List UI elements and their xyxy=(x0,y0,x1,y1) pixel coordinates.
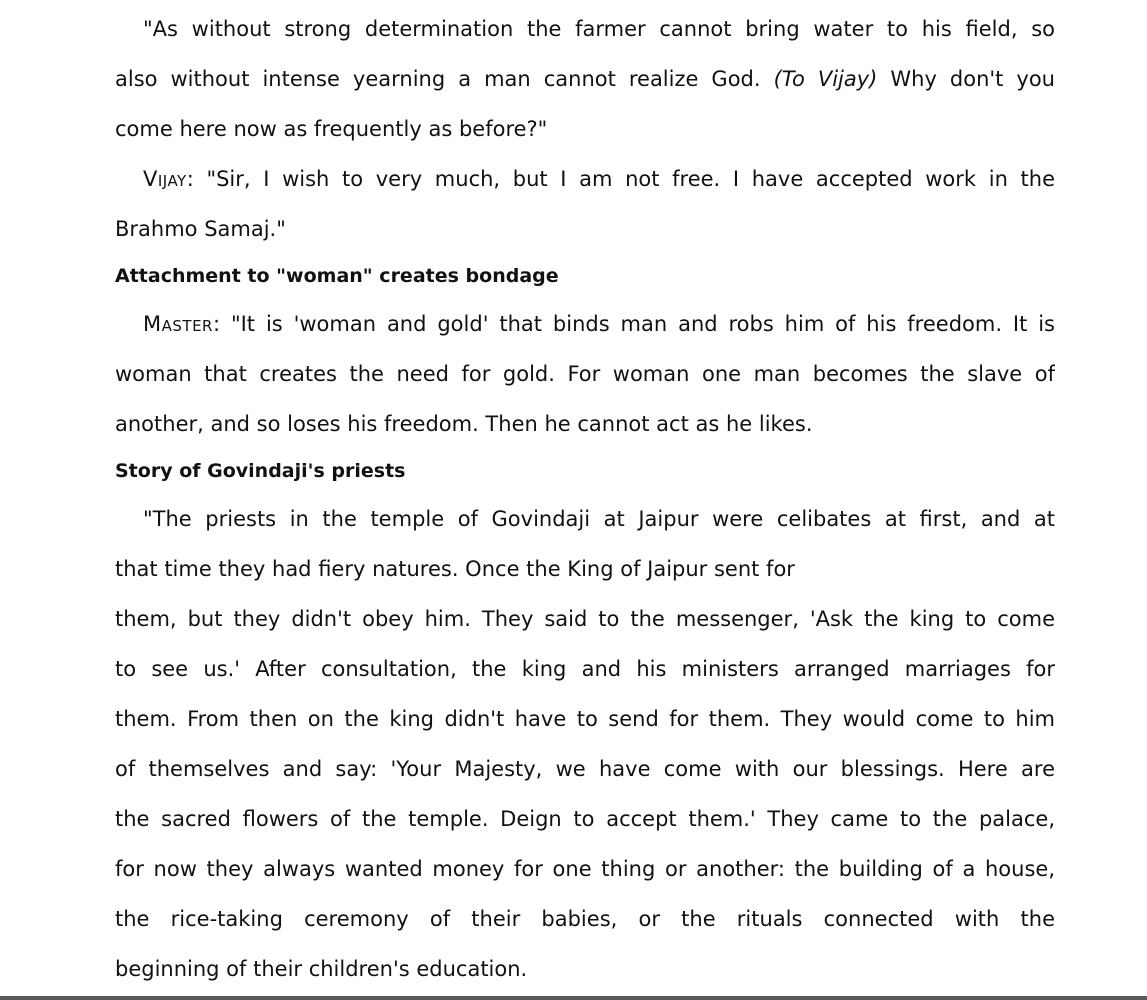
paragraph-2-line-1 xyxy=(115,154,1055,204)
paragraph-4-line-7: the sacred flowers of the temple. Deign to accept them.' They came to the palace, xyxy=(115,807,1055,831)
paragraph-2-line-2: Brahmo Samaj." xyxy=(115,217,286,241)
paragraph-4-line-6: of themselves and say: 'Your Majesty, we have come with our blessings. Here are xyxy=(115,757,1055,781)
paragraph-4-line-5: them. From then on the king didn't have to send for them. They would come to him xyxy=(115,707,1055,731)
paragraph-1-line-1: "As without strong determination the farmer cannot bring water to his field, so xyxy=(143,17,1055,41)
section-heading-attachment: Attachment to "woman" creates bondage xyxy=(115,265,559,287)
paragraph-1-line-3: come here now as frequently as before?" xyxy=(115,117,548,141)
paragraph-4-line-1: "The priests in the temple of Govindaji at Jaipur were celibates at first, and at xyxy=(143,507,1055,531)
speaker-master-rest: ASTER xyxy=(161,317,213,335)
paragraph-3-line-1 xyxy=(115,299,1055,349)
paragraph-4-line-2: that time they had fiery natures. Once the King of Jaipur sent for xyxy=(115,557,795,581)
paragraph-1-line-2 xyxy=(115,54,1055,104)
paragraph-4-line-3: them, but they didn't obey him. They said to the messenger, 'Ask the king to come xyxy=(115,607,1055,631)
paragraph-2-line-1-text: : "Sir, I wish to very much, but I am not free. I have accepted work in the xyxy=(186,167,1055,191)
speaker-name-master xyxy=(143,312,213,336)
paragraph-1-line-2-start: also without intense yearning a man cannot realize God. xyxy=(115,67,774,91)
stage-direction: (To Vijay) xyxy=(773,67,878,91)
paragraph-3-line-2: woman that creates the need for gold. For woman one man becomes the slave of xyxy=(115,362,1055,386)
paragraph-3-line-3: another, and so loses his freedom. Then he cannot act as he likes. xyxy=(115,412,813,436)
speaker-vijay-rest: IJAY xyxy=(157,172,187,190)
document-body xyxy=(115,4,1055,994)
paragraph-1-line-2-end: Why don't you xyxy=(877,67,1055,91)
speaker-master-initial: M xyxy=(143,312,162,336)
speaker-vijay-initial: V xyxy=(143,167,158,191)
paragraph-4-line-9: the rice-taking ceremony of their babies, or the rituals connected with the xyxy=(115,907,1055,931)
speaker-name-vijay xyxy=(143,167,187,191)
section-heading-govindaji: Story of Govindaji's priests xyxy=(115,460,406,482)
paragraph-3-line-1-text: : "It is 'woman and gold' that binds man and robs him of his freedom. It is xyxy=(212,312,1055,336)
paragraph-4-line-10: beginning of their children's education. xyxy=(115,957,528,981)
page-bottom-edge xyxy=(0,996,1147,1000)
paragraph-4-line-8: for now they always wanted money for one thing or another: the building of a house, xyxy=(115,857,1055,881)
paragraph-4-line-4: to see us.' After consultation, the king and his ministers arranged marriages for xyxy=(115,657,1055,681)
